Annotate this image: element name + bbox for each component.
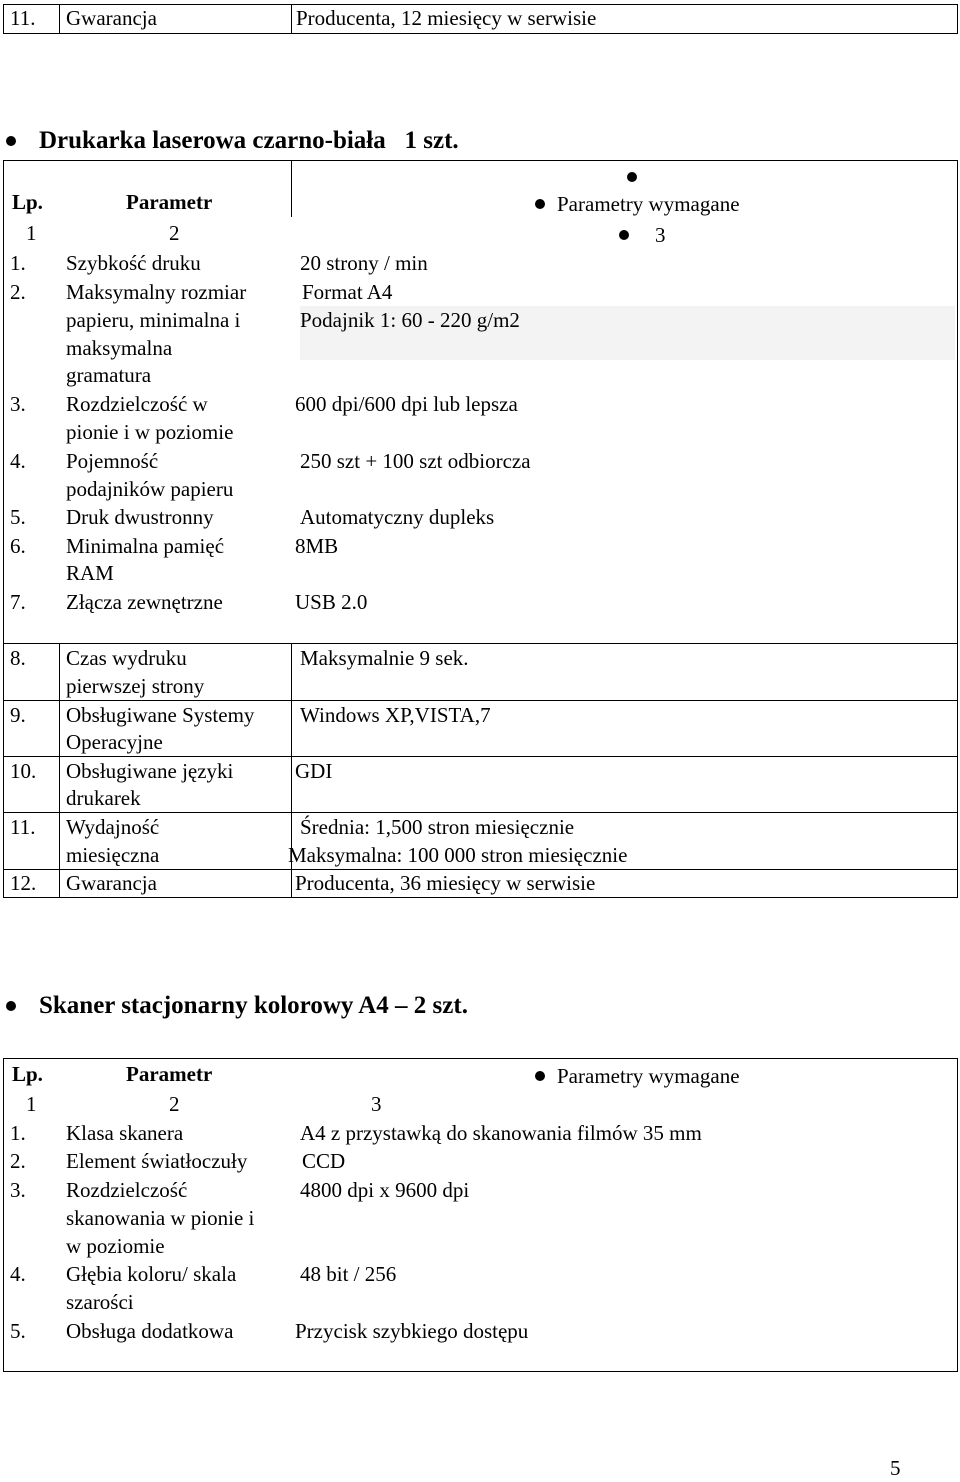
row-value: 8MB [295, 534, 339, 558]
row-value: Producenta, 12 miesięcy w serwisie [296, 6, 597, 30]
row-param: Minimalna pamięć [66, 534, 225, 558]
row-param: Operacyjne [66, 730, 163, 754]
row-param: Klasa skanera [66, 1121, 184, 1145]
row-param: w poziomie [66, 1234, 165, 1258]
bullet-icon [6, 1001, 16, 1011]
row-param: maksymalna [66, 336, 173, 360]
header-value: Parametry wymagane [557, 1064, 740, 1088]
col-number-1: 1 [26, 221, 37, 245]
row-lp: 11. [10, 815, 36, 839]
row-param: papieru, minimalna i [66, 308, 241, 332]
row-param: gramatura [66, 363, 152, 387]
row-param: Gwarancja [66, 6, 157, 30]
row-param: Szybkość druku [66, 251, 201, 275]
header-param: Parametr [126, 190, 213, 214]
row-value: 48 bit / 256 [300, 1262, 397, 1286]
bullet-icon [619, 230, 629, 240]
row-param: Element światłoczuły [66, 1149, 248, 1173]
row-value: Producenta, 36 miesięcy w serwisie [295, 871, 596, 895]
row-param: pierwszej strony [66, 674, 205, 698]
bullet-icon [627, 172, 637, 182]
row-value: Automatyczny dupleks [300, 505, 495, 529]
row-param: Głębia koloru/ skala [66, 1262, 237, 1286]
row-param: Rozdzielczość w [66, 392, 208, 416]
row-value: GDI [295, 759, 333, 783]
header-lp: Lp. [12, 190, 43, 214]
row-lp: 3. [10, 392, 26, 416]
row-value: Średnia: 1,500 stron miesięcznie [300, 815, 575, 839]
row-lp: 9. [10, 703, 26, 727]
row-param: Maksymalny rozmiar [66, 280, 247, 304]
row-param: miesięczna [66, 843, 160, 867]
row-lp: 4. [10, 449, 26, 473]
col-number-2: 2 [169, 221, 180, 245]
row-value: Format A4 [302, 280, 393, 304]
row-value: CCD [302, 1149, 346, 1173]
row-param: Druk dwustronny [66, 505, 214, 529]
row-lp: 7. [10, 590, 26, 614]
row-param: pionie i w poziomie [66, 420, 234, 444]
section-heading: Drukarka laserowa czarno-biała 1 szt. [39, 127, 459, 154]
row-value: USB 2.0 [295, 590, 368, 614]
row-lp: 3. [10, 1178, 26, 1202]
row-param: Czas wydruku [66, 646, 187, 670]
col-number-2: 2 [169, 1092, 180, 1116]
bullet-icon [6, 136, 16, 146]
row-value: Przycisk szybkiego dostępu [295, 1319, 529, 1343]
row-value: Maksymalna: 100 000 stron miesięcznie [288, 843, 628, 867]
row-lp: 4. [10, 1262, 26, 1286]
row-value: Maksymalnie 9 sek. [300, 646, 469, 670]
row-param: skanowania w pionie i [66, 1206, 255, 1230]
row-param: Rozdzielczość [66, 1178, 188, 1202]
row-param: podajników papieru [66, 477, 234, 501]
row-param: Obsługiwane Systemy [66, 703, 255, 727]
row-param: Gwarancja [66, 871, 157, 895]
row-param: Obsługa dodatkowa [66, 1319, 234, 1343]
row-lp: 6. [10, 534, 26, 558]
row-lp: 8. [10, 646, 26, 670]
header-lp: Lp. [12, 1062, 43, 1086]
row-value: A4 z przystawką do skanowania filmów 35 mm [300, 1121, 702, 1145]
row-lp: 1. [10, 251, 26, 275]
row-param: Złącza zewnętrzne [66, 590, 223, 614]
row-value: Windows XP,VISTA,7 [300, 703, 491, 727]
row-lp: 11. [10, 6, 36, 30]
col-number-3: 3 [655, 223, 666, 247]
row-param: drukarek [66, 786, 141, 810]
row-param: Obsługiwane języki [66, 759, 234, 783]
bullet-icon [535, 1071, 545, 1081]
row-lp: 5. [10, 505, 26, 529]
row-value: Podajnik 1: 60 - 220 g/m2 [300, 308, 520, 332]
row-value: 4800 dpi x 9600 dpi [300, 1178, 470, 1202]
row-value: 600 dpi/600 dpi lub lepsza [295, 392, 518, 416]
row-lp: 12. [10, 871, 37, 895]
row-lp: 2. [10, 1149, 26, 1173]
row-lp: 2. [10, 280, 26, 304]
header-value: Parametry wymagane [557, 192, 740, 216]
row-lp: 5. [10, 1319, 26, 1343]
col-number-3: 3 [371, 1092, 382, 1116]
row-lp: 1. [10, 1121, 26, 1145]
row-param: RAM [66, 561, 114, 585]
row-param: szarości [66, 1290, 134, 1314]
header-param: Parametr [126, 1062, 213, 1086]
row-lp: 10. [10, 759, 37, 783]
page-number: 5 [890, 1456, 901, 1480]
section-heading: Skaner stacjonarny kolorowy A4 – 2 szt. [39, 992, 468, 1019]
row-param: Pojemność [66, 449, 159, 473]
bullet-icon [535, 199, 545, 209]
row-param: Wydajność [66, 815, 160, 839]
col-number-1: 1 [26, 1092, 37, 1116]
row-value: 250 szt + 100 szt odbiorcza [300, 449, 531, 473]
row-value: 20 strony / min [300, 251, 428, 275]
